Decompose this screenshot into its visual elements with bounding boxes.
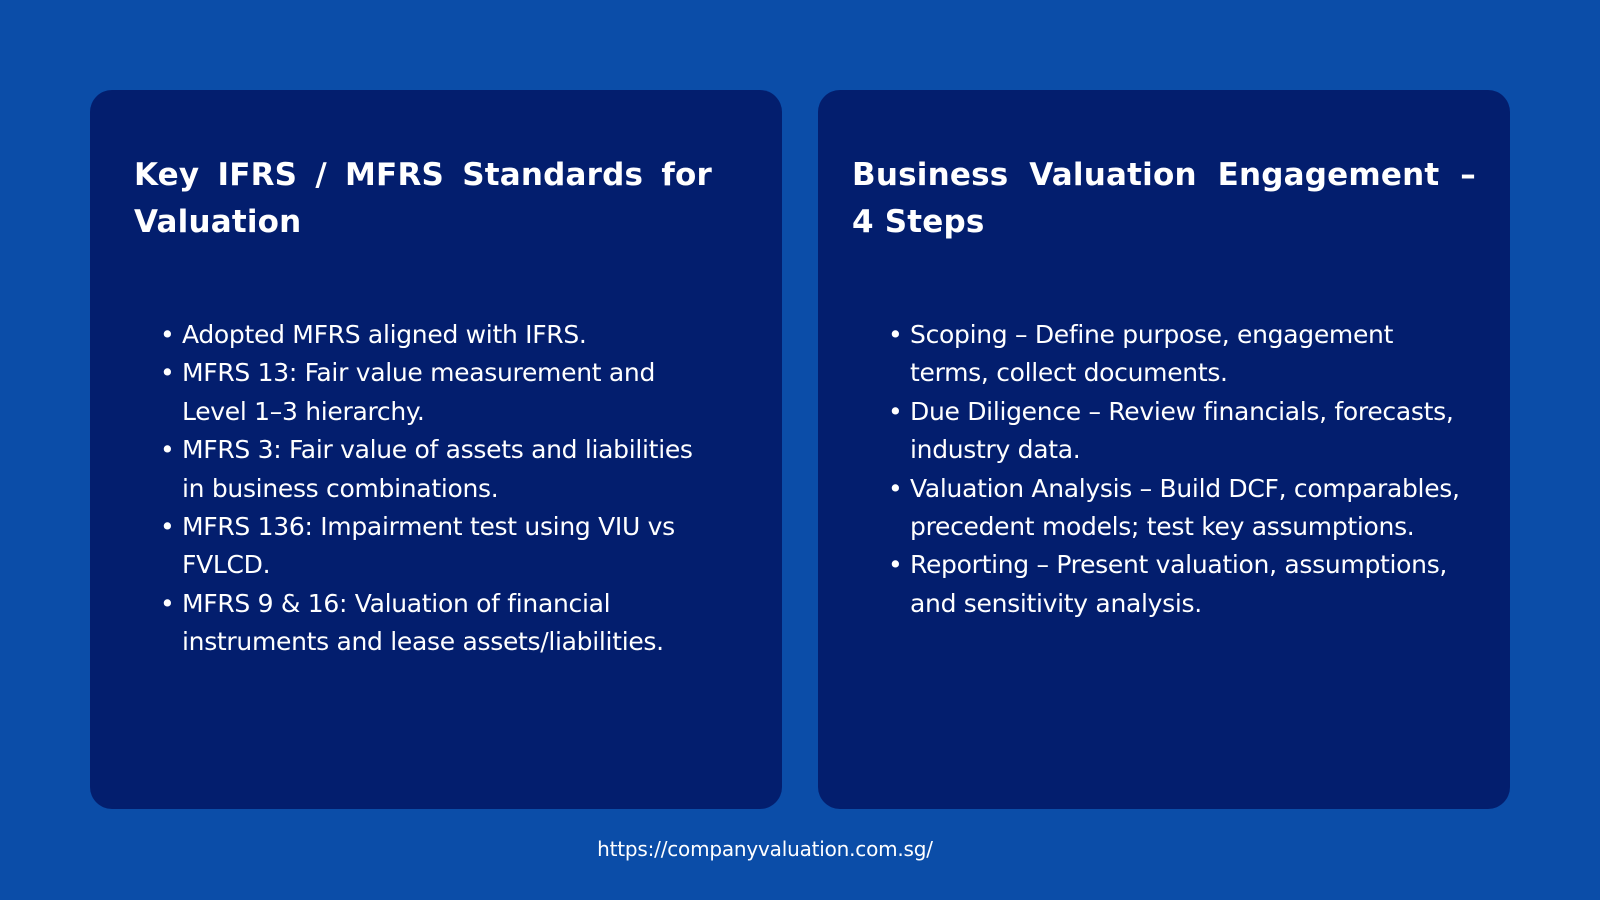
list-item bbox=[888, 393, 1468, 470]
left-card bbox=[90, 90, 782, 809]
list-item-text: Adopted MFRS aligned with IFRS. bbox=[182, 320, 587, 349]
footer-url-link[interactable]: https://companyvaluation.com.sg/ bbox=[597, 837, 933, 861]
bullet-icon: • bbox=[160, 512, 175, 542]
bullet-icon: • bbox=[160, 358, 175, 388]
left-card-title: Key IFRS / MFRS Standards for Valuation bbox=[134, 157, 712, 240]
bullet-icon: • bbox=[888, 473, 903, 503]
bullet-icon: • bbox=[888, 320, 903, 349]
list-item-text: MFRS 9 & 16: Valuation of financial instruments and lease assets/liabilities. bbox=[182, 588, 664, 657]
list-item bbox=[888, 316, 1468, 393]
bullet-icon: • bbox=[160, 320, 175, 349]
list-item bbox=[888, 470, 1468, 547]
list-item bbox=[160, 431, 720, 508]
bullet-icon: • bbox=[160, 588, 175, 618]
list-item-text: MFRS 136: Impairment test using VIU vs FVLCD. bbox=[182, 512, 675, 580]
list-item-text: Reporting – Present valuation, assumptions, and sensitivity analysis. bbox=[910, 550, 1448, 618]
list-item bbox=[888, 546, 1468, 623]
bullet-icon: • bbox=[888, 550, 903, 580]
bullet-icon: • bbox=[888, 396, 903, 426]
left-card-bullet-list bbox=[160, 316, 720, 662]
list-item-text: Valuation Analysis – Build DCF, comparables, precedent models; test key assumptions. bbox=[910, 473, 1460, 542]
list-item-text: MFRS 3: Fair value of assets and liabilities in business combinations. bbox=[182, 435, 693, 503]
list-item-text: MFRS 13: Fair value measurement and Level 1–3 hierarchy. bbox=[182, 358, 656, 426]
list-item-text: Scoping – Define purpose, engagement terms, collect documents. bbox=[910, 320, 1394, 388]
right-card bbox=[818, 90, 1510, 809]
list-item-text: Due Diligence – Review financials, forecasts, industry data. bbox=[910, 396, 1454, 465]
list-item bbox=[160, 508, 720, 585]
list-item bbox=[160, 354, 720, 431]
list-item bbox=[160, 585, 720, 662]
right-card-bullet-list bbox=[888, 316, 1468, 623]
right-card-title: Business Valuation Engagement – 4 Steps bbox=[852, 157, 1476, 240]
bullet-icon: • bbox=[160, 435, 175, 465]
list-item bbox=[160, 316, 720, 354]
